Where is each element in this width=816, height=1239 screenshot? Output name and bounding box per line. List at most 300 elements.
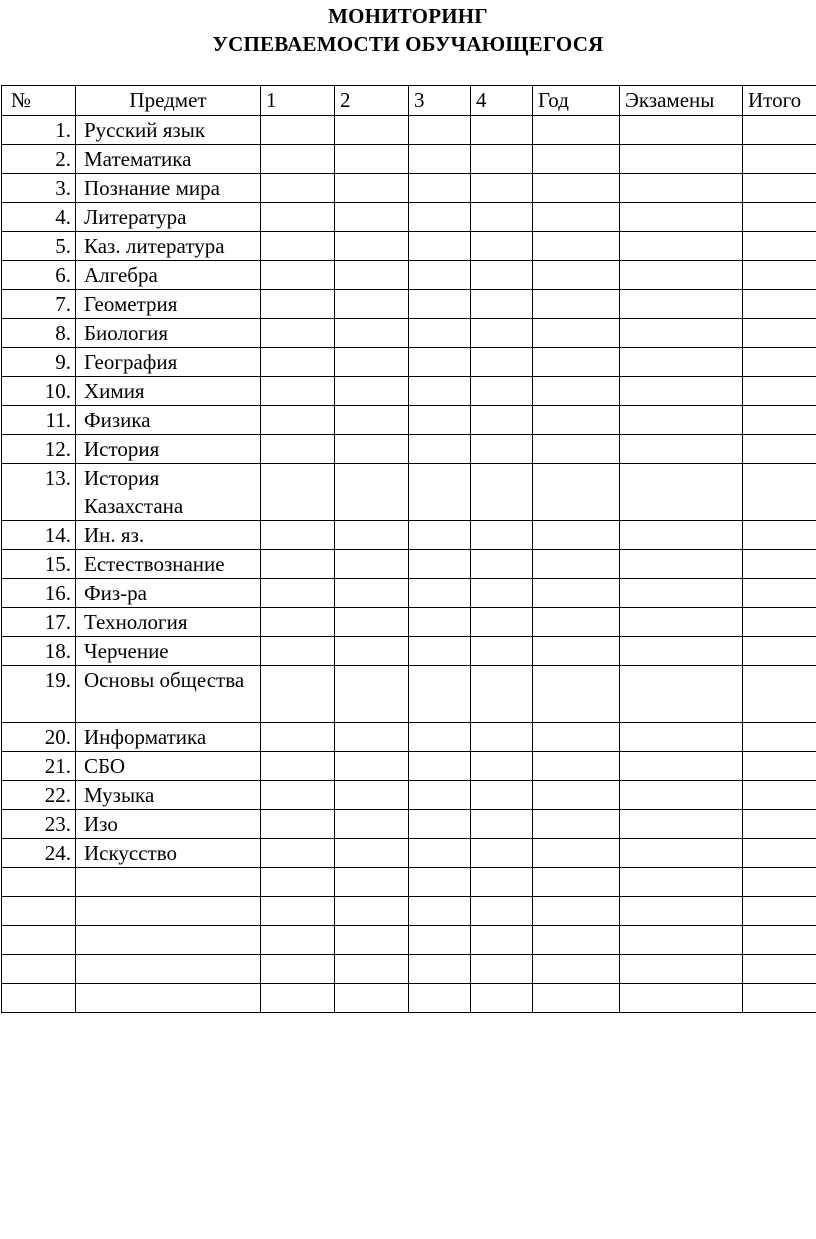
- row-number: 17.: [2, 608, 76, 637]
- grade-exams-cell[interactable]: [620, 435, 743, 464]
- row-subject: Русский язык: [76, 116, 261, 145]
- grade-exams-cell[interactable]: [620, 145, 743, 174]
- grade-exams-cell[interactable]: [620, 550, 743, 579]
- grade-year-cell[interactable]: [533, 319, 620, 348]
- grade-q1-cell[interactable]: [261, 261, 335, 290]
- row-subject: [76, 926, 261, 955]
- grade-q1-cell[interactable]: [261, 232, 335, 261]
- grade-year-cell[interactable]: [533, 145, 620, 174]
- grade-exams-cell[interactable]: [620, 579, 743, 608]
- row-number: 22.: [2, 781, 76, 810]
- grade-q1-cell[interactable]: [261, 984, 335, 1013]
- grade-total-cell[interactable]: [743, 377, 816, 406]
- grade-total-cell[interactable]: [743, 579, 816, 608]
- grade-q4-cell[interactable]: [471, 926, 533, 955]
- row-number: 8.: [2, 319, 76, 348]
- grade-total-cell[interactable]: [743, 406, 816, 435]
- grade-year-cell[interactable]: [533, 926, 620, 955]
- grade-total-cell[interactable]: [743, 637, 816, 666]
- grade-exams-cell[interactable]: [620, 174, 743, 203]
- grade-q1-cell[interactable]: [261, 290, 335, 319]
- grade-q3-cell[interactable]: [409, 174, 471, 203]
- grade-q4-cell[interactable]: [471, 145, 533, 174]
- table-row: [2, 897, 816, 926]
- grade-q4-cell[interactable]: [471, 435, 533, 464]
- grade-total-cell[interactable]: [743, 781, 816, 810]
- grade-year-cell[interactable]: [533, 752, 620, 781]
- grade-exams-cell[interactable]: [620, 868, 743, 897]
- grade-total-cell[interactable]: [743, 232, 816, 261]
- table-row: [2, 406, 816, 435]
- grade-year-cell[interactable]: [533, 464, 620, 521]
- row-number: [2, 926, 76, 955]
- table-row: [2, 203, 816, 232]
- row-subject: История Казахстана: [76, 464, 261, 521]
- row-number: 23.: [2, 810, 76, 839]
- grade-q4-cell[interactable]: [471, 810, 533, 839]
- row-number: 1.: [2, 116, 76, 145]
- grade-q4-cell[interactable]: [471, 897, 533, 926]
- grade-q3-cell[interactable]: [409, 666, 471, 723]
- grade-exams-cell[interactable]: [620, 839, 743, 868]
- grade-q2-cell[interactable]: [335, 203, 409, 232]
- grade-year-cell[interactable]: [533, 116, 620, 145]
- grade-q2-cell[interactable]: [335, 116, 409, 145]
- row-subject: Геометрия: [76, 290, 261, 319]
- grade-year-cell[interactable]: [533, 377, 620, 406]
- grade-q2-cell[interactable]: [335, 290, 409, 319]
- grade-q2-cell[interactable]: [335, 319, 409, 348]
- row-subject: СБО: [76, 752, 261, 781]
- grade-q2-cell[interactable]: [335, 781, 409, 810]
- row-number: 15.: [2, 550, 76, 579]
- table-row: [2, 348, 816, 377]
- grade-q2-cell[interactable]: [335, 752, 409, 781]
- grade-q1-cell[interactable]: [261, 608, 335, 637]
- row-number: 12.: [2, 435, 76, 464]
- grade-total-cell[interactable]: [743, 868, 816, 897]
- grade-year-cell[interactable]: [533, 868, 620, 897]
- header-quarter-2: 2: [335, 86, 409, 116]
- header-total: Итого: [743, 86, 816, 116]
- grade-q4-cell[interactable]: [471, 521, 533, 550]
- grade-total-cell[interactable]: [743, 464, 816, 521]
- row-number: 24.: [2, 839, 76, 868]
- grade-q2-cell[interactable]: [335, 232, 409, 261]
- grade-q3-cell[interactable]: [409, 348, 471, 377]
- header-number: №: [2, 86, 76, 116]
- grade-q4-cell[interactable]: [471, 116, 533, 145]
- row-number: 11.: [2, 406, 76, 435]
- grade-q2-cell[interactable]: [335, 521, 409, 550]
- row-subject: Каз. литература: [76, 232, 261, 261]
- row-subject: Познание мира: [76, 174, 261, 203]
- grade-q4-cell[interactable]: [471, 752, 533, 781]
- grade-q4-cell[interactable]: [471, 261, 533, 290]
- grade-q2-cell[interactable]: [335, 839, 409, 868]
- grade-exams-cell[interactable]: [620, 464, 743, 521]
- grade-q1-cell[interactable]: [261, 319, 335, 348]
- grade-q1-cell[interactable]: [261, 203, 335, 232]
- grade-q4-cell[interactable]: [471, 550, 533, 579]
- grade-q2-cell[interactable]: [335, 723, 409, 752]
- grade-q1-cell[interactable]: [261, 550, 335, 579]
- grade-q4-cell[interactable]: [471, 608, 533, 637]
- grade-q1-cell[interactable]: [261, 637, 335, 666]
- grade-year-cell[interactable]: [533, 781, 620, 810]
- grade-q3-cell[interactable]: [409, 145, 471, 174]
- grade-year-cell[interactable]: [533, 435, 620, 464]
- grade-q2-cell[interactable]: [335, 348, 409, 377]
- grade-exams-cell[interactable]: [620, 406, 743, 435]
- grade-q2-cell[interactable]: [335, 145, 409, 174]
- grade-q1-cell[interactable]: [261, 752, 335, 781]
- grade-year-cell[interactable]: [533, 810, 620, 839]
- grade-total-cell[interactable]: [743, 984, 816, 1013]
- grade-year-cell[interactable]: [533, 406, 620, 435]
- table-row: [2, 145, 816, 174]
- document-title-line-2: УСПЕВАЕМОСТИ ОБУЧАЮЩЕГОСЯ: [212, 32, 604, 56]
- grade-year-cell[interactable]: [533, 579, 620, 608]
- row-number: 20.: [2, 723, 76, 752]
- grade-total-cell[interactable]: [743, 174, 816, 203]
- grade-exams-cell[interactable]: [620, 637, 743, 666]
- row-number: 3.: [2, 174, 76, 203]
- grade-q3-cell[interactable]: [409, 521, 471, 550]
- grade-exams-cell[interactable]: [620, 723, 743, 752]
- grade-q4-cell[interactable]: [471, 666, 533, 723]
- grade-exams-cell[interactable]: [620, 521, 743, 550]
- grade-year-cell[interactable]: [533, 608, 620, 637]
- row-number: 16.: [2, 579, 76, 608]
- grade-exams-cell[interactable]: [620, 984, 743, 1013]
- grade-total-cell[interactable]: [743, 955, 816, 984]
- grade-q1-cell[interactable]: [261, 145, 335, 174]
- table-row: [2, 637, 816, 666]
- grade-exams-cell[interactable]: [620, 203, 743, 232]
- grade-year-cell[interactable]: [533, 955, 620, 984]
- grade-q1-cell[interactable]: [261, 897, 335, 926]
- grade-q1-cell[interactable]: [261, 406, 335, 435]
- row-subject: Химия: [76, 377, 261, 406]
- row-number: 13.: [2, 464, 76, 521]
- header-quarter-4: 4: [471, 86, 533, 116]
- grade-total-cell[interactable]: [743, 810, 816, 839]
- grade-q1-cell[interactable]: [261, 926, 335, 955]
- grade-q4-cell[interactable]: [471, 377, 533, 406]
- row-subject: Информатика: [76, 723, 261, 752]
- table-row: [2, 232, 816, 261]
- grade-q3-cell[interactable]: [409, 464, 471, 521]
- grade-q4-cell[interactable]: [471, 839, 533, 868]
- grade-q3-cell[interactable]: [409, 261, 471, 290]
- grade-exams-cell[interactable]: [620, 666, 743, 723]
- table-row: [2, 984, 816, 1013]
- grade-q2-cell[interactable]: [335, 406, 409, 435]
- grade-q2-cell[interactable]: [335, 579, 409, 608]
- grade-q3-cell[interactable]: [409, 984, 471, 1013]
- row-number: 5.: [2, 232, 76, 261]
- grade-q1-cell[interactable]: [261, 579, 335, 608]
- grade-year-cell[interactable]: [533, 984, 620, 1013]
- grade-total-cell[interactable]: [743, 116, 816, 145]
- grade-exams-cell[interactable]: [620, 955, 743, 984]
- grade-q1-cell[interactable]: [261, 464, 335, 521]
- grade-q2-cell[interactable]: [335, 868, 409, 897]
- row-number: 21.: [2, 752, 76, 781]
- grade-q3-cell[interactable]: [409, 319, 471, 348]
- grade-q3-cell[interactable]: [409, 406, 471, 435]
- grade-exams-cell[interactable]: [620, 116, 743, 145]
- grade-q3-cell[interactable]: [409, 781, 471, 810]
- table-row: [2, 377, 816, 406]
- row-subject: Технология: [76, 608, 261, 637]
- row-subject: География: [76, 348, 261, 377]
- grade-q2-cell[interactable]: [335, 377, 409, 406]
- row-subject: [76, 868, 261, 897]
- header-year: Год: [533, 86, 620, 116]
- grade-q4-cell[interactable]: [471, 464, 533, 521]
- table-row: [2, 290, 816, 319]
- grade-q3-cell[interactable]: [409, 550, 471, 579]
- grade-exams-cell[interactable]: [620, 752, 743, 781]
- row-subject: Физ-ра: [76, 579, 261, 608]
- grade-q3-cell[interactable]: [409, 290, 471, 319]
- grade-q4-cell[interactable]: [471, 868, 533, 897]
- grade-total-cell[interactable]: [743, 608, 816, 637]
- table-row: [2, 261, 816, 290]
- table-header-row: [2, 86, 816, 116]
- row-number: 19.: [2, 666, 76, 723]
- row-subject: Биология: [76, 319, 261, 348]
- grade-year-cell[interactable]: [533, 839, 620, 868]
- grade-total-cell[interactable]: [743, 203, 816, 232]
- grade-q2-cell[interactable]: [335, 926, 409, 955]
- row-subject: Музыка: [76, 781, 261, 810]
- grade-q1-cell[interactable]: [261, 955, 335, 984]
- table-row: [2, 868, 816, 897]
- grade-year-cell[interactable]: [533, 550, 620, 579]
- grade-q1-cell[interactable]: [261, 839, 335, 868]
- row-subject: Естествознание: [76, 550, 261, 579]
- row-subject: [76, 897, 261, 926]
- grade-q1-cell[interactable]: [261, 810, 335, 839]
- grade-total-cell[interactable]: [743, 435, 816, 464]
- grade-q1-cell[interactable]: [261, 116, 335, 145]
- grade-q3-cell[interactable]: [409, 579, 471, 608]
- table-row: [2, 810, 816, 839]
- grade-q2-cell[interactable]: [335, 464, 409, 521]
- header-quarter-3: 3: [409, 86, 471, 116]
- grade-q4-cell[interactable]: [471, 579, 533, 608]
- grade-exams-cell[interactable]: [620, 232, 743, 261]
- grade-exams-cell[interactable]: [620, 319, 743, 348]
- grade-q2-cell[interactable]: [335, 637, 409, 666]
- grade-q1-cell[interactable]: [261, 781, 335, 810]
- grades-table-container: [1, 85, 816, 1013]
- table-row: [2, 955, 816, 984]
- row-subject: Литература: [76, 203, 261, 232]
- grade-q1-cell[interactable]: [261, 435, 335, 464]
- grade-year-cell[interactable]: [533, 637, 620, 666]
- grade-q4-cell[interactable]: [471, 723, 533, 752]
- grade-q1-cell[interactable]: [261, 521, 335, 550]
- grade-q4-cell[interactable]: [471, 637, 533, 666]
- grade-q1-cell[interactable]: [261, 666, 335, 723]
- row-number: 4.: [2, 203, 76, 232]
- row-subject: История: [76, 435, 261, 464]
- grade-q2-cell[interactable]: [335, 174, 409, 203]
- grade-year-cell[interactable]: [533, 261, 620, 290]
- header-quarter-1: 1: [261, 86, 335, 116]
- table-row: [2, 116, 816, 145]
- grade-q3-cell[interactable]: [409, 955, 471, 984]
- grade-q4-cell[interactable]: [471, 984, 533, 1013]
- grade-total-cell[interactable]: [743, 290, 816, 319]
- grade-q2-cell[interactable]: [335, 608, 409, 637]
- grade-q3-cell[interactable]: [409, 868, 471, 897]
- grade-total-cell[interactable]: [743, 521, 816, 550]
- grade-total-cell[interactable]: [743, 550, 816, 579]
- row-number: [2, 897, 76, 926]
- grade-q4-cell[interactable]: [471, 955, 533, 984]
- grade-q4-cell[interactable]: [471, 174, 533, 203]
- grade-q1-cell[interactable]: [261, 174, 335, 203]
- grade-exams-cell[interactable]: [620, 810, 743, 839]
- grade-q4-cell[interactable]: [471, 232, 533, 261]
- row-number: 2.: [2, 145, 76, 174]
- grade-exams-cell[interactable]: [620, 926, 743, 955]
- table-row: [2, 752, 816, 781]
- grade-q3-cell[interactable]: [409, 377, 471, 406]
- grade-exams-cell[interactable]: [620, 348, 743, 377]
- table-row: [2, 319, 816, 348]
- grade-exams-cell[interactable]: [620, 608, 743, 637]
- grade-total-cell[interactable]: [743, 752, 816, 781]
- grade-q4-cell[interactable]: [471, 290, 533, 319]
- grade-q1-cell[interactable]: [261, 377, 335, 406]
- grade-q4-cell[interactable]: [471, 781, 533, 810]
- grade-exams-cell[interactable]: [620, 781, 743, 810]
- grade-total-cell[interactable]: [743, 897, 816, 926]
- grade-q2-cell[interactable]: [335, 810, 409, 839]
- table-row: [2, 926, 816, 955]
- grade-total-cell[interactable]: [743, 723, 816, 752]
- grade-q1-cell[interactable]: [261, 723, 335, 752]
- table-row: [2, 464, 816, 521]
- grade-q3-cell[interactable]: [409, 116, 471, 145]
- grades-table: [1, 85, 816, 1013]
- grade-q3-cell[interactable]: [409, 203, 471, 232]
- grade-q3-cell[interactable]: [409, 637, 471, 666]
- table-row: [2, 521, 816, 550]
- grade-q3-cell[interactable]: [409, 723, 471, 752]
- row-number: 10.: [2, 377, 76, 406]
- grade-total-cell[interactable]: [743, 261, 816, 290]
- grade-q1-cell[interactable]: [261, 868, 335, 897]
- grade-q3-cell[interactable]: [409, 435, 471, 464]
- table-row: [2, 781, 816, 810]
- grade-year-cell[interactable]: [533, 232, 620, 261]
- grade-exams-cell[interactable]: [620, 290, 743, 319]
- grade-total-cell[interactable]: [743, 839, 816, 868]
- row-number: 9.: [2, 348, 76, 377]
- grade-q3-cell[interactable]: [409, 232, 471, 261]
- row-subject: Основы общества: [76, 666, 261, 723]
- grade-q2-cell[interactable]: [335, 955, 409, 984]
- grade-q2-cell[interactable]: [335, 261, 409, 290]
- grade-q4-cell[interactable]: [471, 203, 533, 232]
- row-number: 18.: [2, 637, 76, 666]
- table-body: [2, 116, 816, 1013]
- grade-q4-cell[interactable]: [471, 348, 533, 377]
- row-number: 7.: [2, 290, 76, 319]
- grade-q2-cell[interactable]: [335, 550, 409, 579]
- table-row: [2, 550, 816, 579]
- grade-year-cell[interactable]: [533, 723, 620, 752]
- grade-q3-cell[interactable]: [409, 608, 471, 637]
- grade-q3-cell[interactable]: [409, 752, 471, 781]
- grade-year-cell[interactable]: [533, 348, 620, 377]
- grade-year-cell[interactable]: [533, 174, 620, 203]
- grade-q1-cell[interactable]: [261, 348, 335, 377]
- table-row: [2, 723, 816, 752]
- row-number: [2, 868, 76, 897]
- grade-total-cell[interactable]: [743, 319, 816, 348]
- grade-exams-cell[interactable]: [620, 897, 743, 926]
- grade-exams-cell[interactable]: [620, 261, 743, 290]
- header-subject: Предмет: [76, 86, 261, 116]
- row-subject: Физика: [76, 406, 261, 435]
- row-subject: Искусство: [76, 839, 261, 868]
- table-row: [2, 435, 816, 464]
- grade-year-cell[interactable]: [533, 666, 620, 723]
- grade-q3-cell[interactable]: [409, 897, 471, 926]
- table-row: [2, 666, 816, 723]
- document-title-line-1: МОНИТОРИНГ: [328, 4, 488, 28]
- table-row: [2, 579, 816, 608]
- grade-q2-cell[interactable]: [335, 897, 409, 926]
- row-subject: Математика: [76, 145, 261, 174]
- grade-total-cell[interactable]: [743, 926, 816, 955]
- grade-q2-cell[interactable]: [335, 435, 409, 464]
- grade-year-cell[interactable]: [533, 521, 620, 550]
- grade-q4-cell[interactable]: [471, 319, 533, 348]
- row-subject: [76, 955, 261, 984]
- grade-total-cell[interactable]: [743, 666, 816, 723]
- grade-total-cell[interactable]: [743, 145, 816, 174]
- row-subject: Изо: [76, 810, 261, 839]
- grade-q3-cell[interactable]: [409, 839, 471, 868]
- header-exams: Экзамены: [620, 86, 743, 116]
- grade-year-cell[interactable]: [533, 203, 620, 232]
- grade-q3-cell[interactable]: [409, 810, 471, 839]
- row-number: 14.: [2, 521, 76, 550]
- row-subject: Черчение: [76, 637, 261, 666]
- grade-year-cell[interactable]: [533, 290, 620, 319]
- grade-year-cell[interactable]: [533, 897, 620, 926]
- row-number: [2, 955, 76, 984]
- grade-q2-cell[interactable]: [335, 984, 409, 1013]
- row-subject: [76, 984, 261, 1013]
- table-row: [2, 839, 816, 868]
- grade-q4-cell[interactable]: [471, 406, 533, 435]
- grade-q3-cell[interactable]: [409, 926, 471, 955]
- grade-exams-cell[interactable]: [620, 377, 743, 406]
- grade-total-cell[interactable]: [743, 348, 816, 377]
- grade-q2-cell[interactable]: [335, 666, 409, 723]
- table-row: [2, 174, 816, 203]
